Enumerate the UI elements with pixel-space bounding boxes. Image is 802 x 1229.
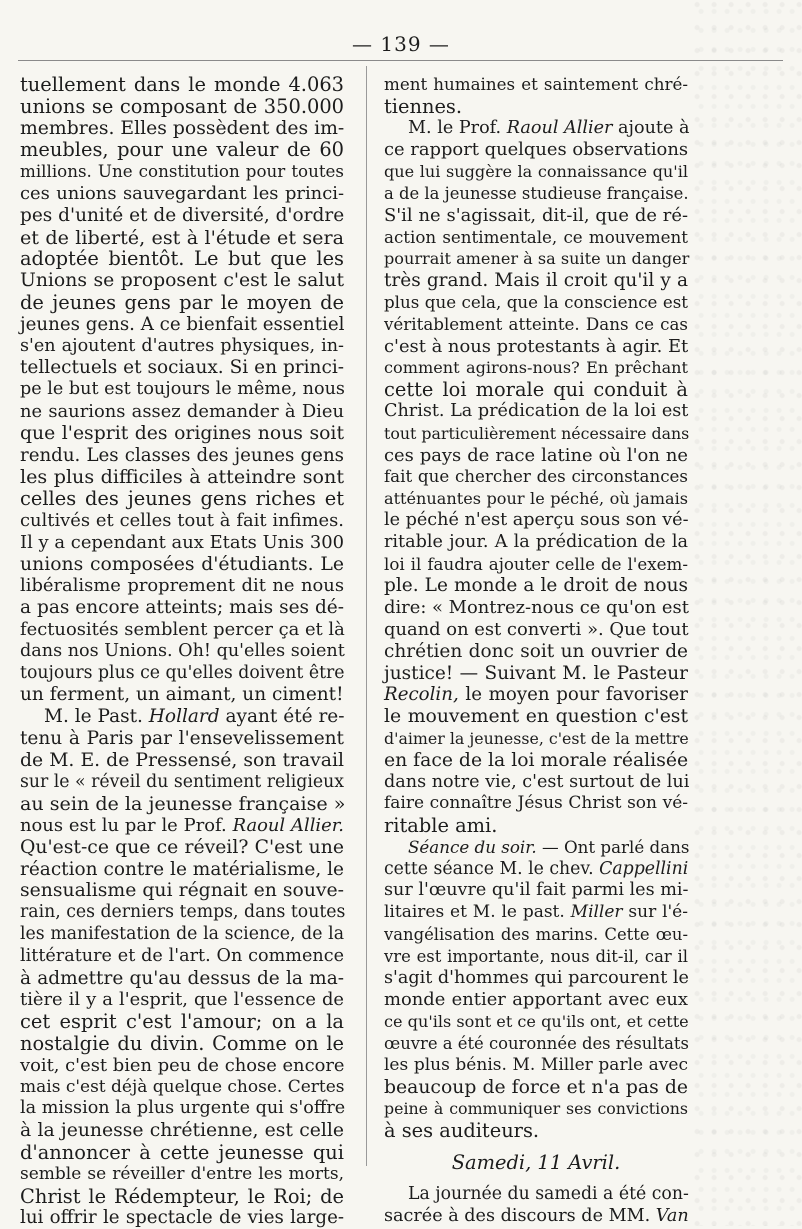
text-line: les plus bénis. M. Miller parle avec (384, 1054, 688, 1075)
text-line: voit, c'est bien peu de chose encore (20, 1054, 345, 1076)
text-line: que l'esprit des origines nous soit (20, 422, 344, 444)
line-segment: cette séance M. le chev. (384, 858, 600, 879)
text-line: la mission la plus urgente qui s'offre (20, 1098, 346, 1119)
text-line: sur l'œuvre qu'il fait parmi les mi- (384, 880, 689, 901)
text-line (384, 684, 688, 706)
text-line: ritable jour. A la prédication de la (384, 531, 688, 552)
text-line: La journée du samedi a été con- (408, 1183, 689, 1204)
text-line: vre est importante, nous dit-il, car il (384, 946, 688, 966)
text-line: ces unions sauvegardant les princi- (20, 182, 344, 204)
text-line: d'annoncer à cette jeunesse qui (20, 1141, 344, 1165)
text-line: tellectuels et sociaux. Si en princi- (20, 357, 344, 379)
text-line: ment humaines et saintement chré- (384, 74, 688, 94)
text-line: très grand. Mais il croit qu'il y a (384, 270, 688, 292)
text-line: comment agirons-nous? En prêchant (384, 358, 688, 378)
text-line: ne saurions assez demander à Dieu (20, 400, 344, 422)
line-segment: sacrée à des discours de MM. (384, 1205, 656, 1226)
text-line: chrétien donc soit un ouvrier de (384, 640, 688, 662)
text-line: le péché n'est aperçu sous son vé- (384, 509, 689, 530)
text-line: peine à communiquer ses convictions (384, 1099, 688, 1119)
text-line: tière il y a l'esprit, que l'essence de (20, 989, 344, 1011)
paper-speckle (692, 0, 802, 1226)
text-line (384, 837, 688, 859)
text-line: atténuantes pour le péché, où jamais (384, 489, 688, 509)
text-line: pourrait amener à sa suite un danger (384, 249, 690, 269)
page-number: — 139 — (352, 32, 450, 56)
text-line: ce qu'ils sont et ce qu'ils ont, et cette (384, 1012, 689, 1032)
text-line: dans nos Unions. Oh! qu'elles soient (20, 640, 345, 661)
spacer (384, 1174, 688, 1184)
text-line: réaction contre le matérialisme, le (20, 858, 344, 880)
text-line: cultivés et celles tout à fait infimes. (20, 509, 344, 531)
header-rule (18, 60, 783, 61)
line-segment: M. le Past. (44, 706, 149, 728)
text-line: faire connaître Jésus Christ son vé- (384, 793, 688, 814)
section-heading: Samedi, 11 Avril. (451, 1151, 621, 1175)
text-line: unions se composant de 350.000 (20, 94, 344, 118)
text-line: mais c'est déjà quelque chose. Certes (20, 1076, 345, 1097)
text-line: rain, ces derniers temps, dans toutes (20, 902, 346, 923)
text-line: quand on est converti ». Que tout (384, 618, 689, 640)
text-line: le mouvement en question c'est (384, 706, 688, 728)
text-line: et de liberté, est à l'étude et sera (20, 225, 344, 249)
line-segment: — Ont parlé dans (536, 836, 690, 857)
text-line: s'agit d'hommes qui parcourent le (384, 967, 689, 988)
text-line: millions. Une constitution pour toutes (20, 161, 344, 182)
text-line: toujours plus ce qu'elles doivent être (20, 662, 345, 683)
text-line: S'il ne s'agissait, dit-il, que de ré- (384, 204, 688, 226)
text-line: tout particulièrement nécessaire dans (384, 423, 690, 443)
italic-name: Raoul Allier (506, 117, 613, 138)
text-line: tenu à Paris par l'ensevelissement (20, 727, 344, 749)
line-segment: ajoute à (612, 117, 690, 138)
line-segment: M. le Prof. (408, 117, 507, 138)
text-line: membres. Elles possèdent des im- (20, 117, 345, 139)
text-line: nostalgie du divin. Comme on le (20, 1032, 344, 1056)
text-line: sur le « réveil du sentiment religieux (20, 771, 344, 792)
text-line: Il y a cependant aux Etats Unis 300 (20, 531, 344, 553)
italic-name: Miller (570, 902, 623, 923)
text-line (384, 1206, 688, 1228)
text-line: libéralisme proprement dit ne nous (20, 575, 344, 597)
text-line: les plus difficiles à atteindre sont (20, 465, 344, 489)
text-line: à ses auditeurs. (384, 1119, 540, 1143)
text-line: ces pays de race latine où l'on ne (384, 444, 688, 466)
right-column (384, 74, 688, 1227)
italic-name: Séance du soir. (408, 836, 537, 857)
column-divider (366, 66, 367, 1166)
text-line: jeunes gens. A ce bienfait essentiel (20, 313, 345, 335)
text-line: fectuosités semblent percer ça et là (20, 618, 345, 640)
text-line: Unions se proposent c'est le salut (20, 270, 344, 292)
text-line: a pas encore atteints; mais ses dé- (20, 597, 344, 619)
text-line: les manifestation de la science, de la (20, 924, 344, 945)
text-line: que lui suggère la connaissance qu'il (384, 162, 688, 182)
text-line: lui offrir le spectacle de vies large- (20, 1207, 344, 1229)
text-line: Christ. La prédication de la loi est (384, 400, 689, 421)
text-line: en face de la loi morale réalisée (384, 749, 689, 771)
text-line: action sentimentale, ce mouvement (384, 226, 688, 247)
text-line: beaucoup de force et n'a pas de (384, 1076, 688, 1098)
line-segment: le moyen pour favoriser (458, 684, 688, 706)
text-line: cet esprit c'est l'amour; on a la (20, 1010, 344, 1034)
text-line: rendu. Les classes des jeunes gens (20, 444, 344, 466)
text-line: de M. E. de Pressensé, son travail (20, 749, 344, 771)
text-line: pe le but est toujours le même, nous (20, 379, 345, 400)
line-segment: sur l'é- (622, 902, 688, 923)
italic-name: Recolin, (384, 684, 459, 706)
text-line: loi il faudra ajouter celle de l'exem- (384, 553, 688, 574)
italic-name: Raoul Allier. (232, 815, 344, 837)
text-line: c'est à nous protestants à agir. Et (384, 335, 689, 357)
text-line: tuellement dans le monde 4.063 (20, 73, 344, 96)
text-line: meubles, pour une valeur de 60 (20, 138, 344, 162)
text-line (384, 859, 688, 881)
text-line (20, 815, 344, 837)
text-line: littérature et de l'art. On commence (20, 945, 344, 966)
text-line: ritable ami. (384, 814, 498, 838)
text-line: sensualisme qui régnait en souve- (20, 880, 344, 902)
text-line: justice! — Suivant M. le Pasteur (384, 662, 688, 684)
text-line: adoptée bientôt. Le but que les (20, 247, 344, 271)
text-line: au sein de la jeunesse française » (20, 792, 346, 816)
text-line: cette loi morale qui conduit à (384, 378, 688, 402)
text-line: un ferment, un aimant, un ciment! (20, 684, 344, 706)
text-line: œuvre a été couronnée des résultats (384, 1034, 689, 1054)
text-line: s'en ajoutent d'autres physiques, in- (20, 335, 344, 356)
text-line: Qu'est-ce que ce réveil? C'est une (20, 836, 344, 858)
text-line: dire: « Montrez-nous ce qu'on est (384, 597, 689, 619)
text-line (384, 118, 688, 140)
text-line: semble se réveiller d'entre les morts, (20, 1163, 344, 1184)
italic-name: Cappellini (599, 858, 689, 879)
text-line: pes d'unité et de diversité, d'ordre (20, 204, 345, 226)
line-segment: litaires et M. le past. (384, 902, 571, 923)
text-line: dans notre vie, c'est surtout de lui (384, 771, 690, 792)
text-line: véritablement atteinte. Dans ce cas (384, 313, 688, 334)
text-line: vangélisation des marins. Cette œu- (384, 925, 688, 945)
line-segment: ayant été re- (219, 706, 345, 728)
text-line: de jeunes gens par le moyen de (20, 290, 344, 314)
text-line (20, 706, 344, 728)
text-line: monde entier apportant avec eux (384, 989, 688, 1011)
text-line: fait que chercher des circonstances (384, 466, 688, 487)
text-line: tiennes. (384, 94, 463, 118)
text-line (384, 902, 688, 924)
left-column (20, 74, 344, 1229)
text-line: à la jeunesse chrétienne, est celle (20, 1120, 344, 1142)
line-segment: nous est lu par le Prof. (20, 815, 233, 837)
text-line: plus que cela, que la conscience est (384, 291, 688, 312)
text-line: unions composées d'étudiants. Le (20, 553, 344, 575)
italic-name: Van (655, 1205, 689, 1226)
text-line: celles des jeunes gens riches et (20, 487, 344, 511)
text-line: ce rapport quelques observations (384, 139, 689, 161)
text-line: ple. Le monde a le droit de nous (384, 575, 688, 597)
italic-name: Hollard (148, 706, 220, 728)
text-line: d'aimer la jeunesse, c'est de la mettre (384, 728, 689, 748)
text-line: a de la jeunesse studieuse française. (384, 183, 689, 203)
text-line: Christ le Rédempteur, le Roi; de (20, 1184, 344, 1208)
text-line: à admettre qu'au dessus de la ma- (20, 967, 344, 989)
